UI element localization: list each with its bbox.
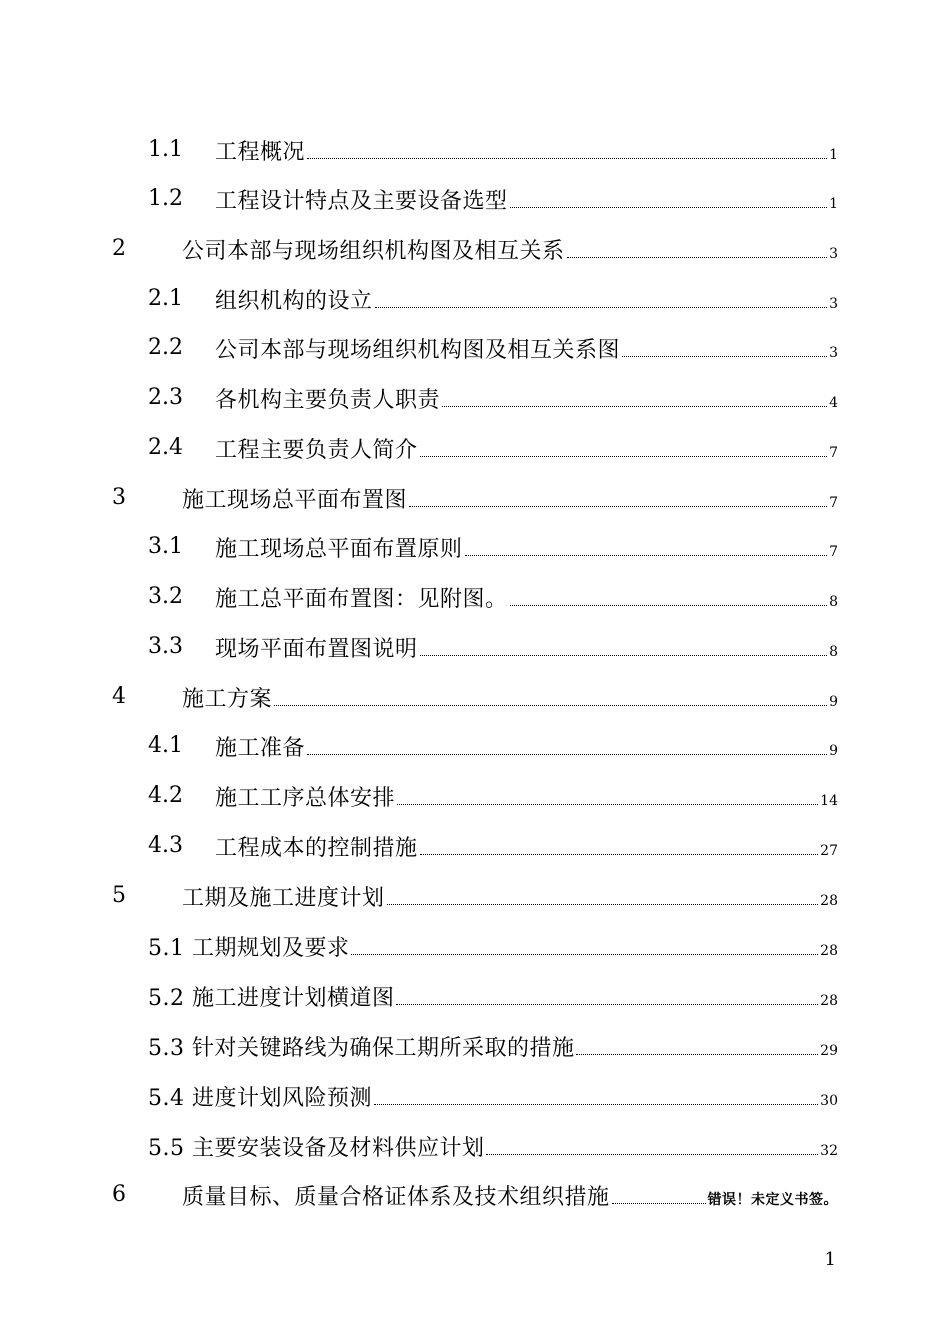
- toc-entry-number: 3: [112, 485, 126, 510]
- toc-entry-number: 5: [112, 883, 126, 908]
- toc-entry-page: 7: [829, 544, 838, 560]
- toc-entry-page: 28: [820, 993, 838, 1009]
- toc-entry-number: 4.3: [148, 833, 183, 858]
- toc-entry-title: 施工方案: [182, 687, 273, 712]
- toc-entry-page: 1: [829, 196, 838, 212]
- toc-entry-title: 施工总平面布置图：见附图。: [215, 587, 508, 612]
- toc-entry[interactable]: [0, 328, 950, 368]
- toc-entry[interactable]: [0, 726, 950, 766]
- toc-entry-title: 各机构主要负责人职责: [215, 388, 441, 413]
- toc-entry-title: 5.2 施工进度计划横道图: [148, 986, 395, 1011]
- toc-entry[interactable]: [0, 677, 950, 717]
- toc-entry-title: 5.4 进度计划风险预测: [148, 1086, 372, 1111]
- toc-leader-dots: [397, 776, 818, 805]
- toc-entry[interactable]: [0, 776, 950, 816]
- toc-entry-page: 30: [820, 1093, 838, 1109]
- toc-entry-number: 2.3: [148, 385, 183, 410]
- toc-entry-title: 施工现场总平面布置原则: [215, 537, 463, 562]
- toc-entry[interactable]: [0, 527, 950, 567]
- toc-entry-number: 1.1: [148, 137, 183, 162]
- toc-entry-page: 29: [820, 1043, 838, 1059]
- toc-entry[interactable]: [0, 229, 950, 269]
- toc-entry[interactable]: [0, 1026, 950, 1066]
- toc-entry-page: 28: [820, 893, 838, 909]
- toc-entry-title: 工程设计特点及主要设备选型: [215, 189, 508, 214]
- toc-entry-title: 工期及施工进度计划: [182, 886, 385, 911]
- toc-entry[interactable]: [0, 279, 950, 319]
- toc-entry-title: 工程成本的控制措施: [215, 836, 418, 861]
- toc-entry-title: 施工工序总体安排: [215, 786, 396, 811]
- toc-entry-title: 组织机构的设立: [215, 289, 373, 314]
- toc-entry-page: 28: [820, 943, 838, 959]
- toc-entry-number: 2.4: [148, 435, 183, 460]
- toc-entry-number: 2.2: [148, 335, 183, 360]
- toc-entry-title: 公司本部与现场组织机构图及相互关系图: [215, 338, 621, 363]
- toc-entry[interactable]: [0, 428, 950, 468]
- toc-entry-number: 6: [112, 1182, 126, 1207]
- toc-entry-title: 施工现场总平面布置图: [182, 488, 408, 513]
- toc-entry-title: 工程主要负责人简介: [215, 438, 418, 463]
- toc-entry-number: 2.1: [148, 286, 183, 311]
- toc-leader-dots: [420, 428, 828, 457]
- toc-entry[interactable]: [0, 478, 950, 518]
- toc-entry-number: 4.2: [148, 783, 183, 808]
- toc-leader-dots: [375, 279, 828, 308]
- toc-leader-dots: [409, 478, 827, 507]
- toc-entry-page: 32: [820, 1143, 838, 1159]
- toc-entry-title: 质量目标、质量合格证体系及技术组织措施: [182, 1185, 610, 1210]
- toc-entry[interactable]: [0, 976, 950, 1016]
- toc-leader-dots: [486, 1126, 818, 1155]
- toc-entry-number: 3.3: [148, 634, 183, 659]
- toc-leader-dots: [387, 876, 819, 905]
- toc-entry-page: 3: [829, 246, 838, 262]
- toc-leader-dots: [510, 179, 828, 208]
- toc-entry-page: 4: [829, 395, 838, 411]
- toc-leader-dots: [420, 826, 819, 855]
- toc-entry[interactable]: [0, 876, 950, 916]
- toc-entry-page: 7: [829, 445, 838, 461]
- toc-entry-page: 14: [820, 793, 838, 809]
- toc-entry[interactable]: [0, 926, 950, 966]
- toc-leader-dots: [612, 1175, 706, 1204]
- toc-entry-page: 7: [829, 495, 838, 511]
- toc-entry-page: 1: [829, 147, 838, 163]
- toc-entry-page: 8: [829, 644, 838, 660]
- toc-leader-dots: [510, 577, 828, 606]
- toc-leader-dots: [567, 229, 828, 258]
- toc-entry-page: 9: [829, 694, 838, 710]
- toc-entry-number: 3.1: [148, 534, 183, 559]
- toc-entry-title: 施工准备: [215, 736, 306, 761]
- toc-entry-title: 5.5 主要安装设备及材料供应计划: [148, 1136, 485, 1161]
- toc-entry-title: 工程概况: [215, 140, 306, 165]
- toc-leader-dots: [442, 378, 827, 407]
- toc-leader-dots: [420, 627, 828, 656]
- toc-leader-dots: [374, 1076, 818, 1105]
- toc-entry-number: 4.1: [148, 733, 183, 758]
- toc-leader-dots: [274, 677, 827, 706]
- toc-entry-title: 5.1 工期规划及要求: [148, 936, 350, 961]
- toc-entry-page: 3: [829, 345, 838, 361]
- toc-entry-title: 5.3 针对关键路线为确保工期所采取的措施: [148, 1036, 575, 1061]
- toc-leader-dots: [576, 1026, 818, 1055]
- footer-page-number: 1: [824, 1249, 836, 1270]
- toc-entry[interactable]: [0, 130, 950, 170]
- toc-leader-dots: [307, 726, 827, 755]
- toc-entry-number: 4: [112, 684, 126, 709]
- toc-entry[interactable]: [0, 577, 950, 617]
- toc-entry[interactable]: [0, 627, 950, 667]
- toc-leader-dots: [622, 328, 827, 357]
- toc-leader-dots: [307, 130, 827, 159]
- toc-entry-page: 27: [820, 843, 838, 859]
- toc-entry[interactable]: [0, 826, 950, 866]
- toc-entry-page: 9: [829, 743, 838, 759]
- toc-leader-dots: [396, 976, 818, 1005]
- toc-entry-page: 8: [829, 594, 838, 610]
- toc-leader-dots: [351, 926, 818, 955]
- toc-entry-page-error: 错误！未定义书签。: [707, 1192, 838, 1208]
- toc-entry[interactable]: [0, 1175, 950, 1215]
- toc-entry-number: 1.2: [148, 186, 183, 211]
- toc-entry[interactable]: [0, 378, 950, 418]
- toc-entry[interactable]: [0, 179, 950, 219]
- toc-entry[interactable]: [0, 1126, 950, 1166]
- toc-entry[interactable]: [0, 1076, 950, 1116]
- toc-entry-title: 现场平面布置图说明: [215, 637, 418, 662]
- toc-entry-number: 3.2: [148, 584, 183, 609]
- toc-leader-dots: [465, 527, 828, 556]
- toc-entry-title: 公司本部与现场组织机构图及相互关系: [182, 239, 565, 264]
- toc-entry-number: 2: [112, 236, 126, 261]
- toc-entry-page: 3: [829, 296, 838, 312]
